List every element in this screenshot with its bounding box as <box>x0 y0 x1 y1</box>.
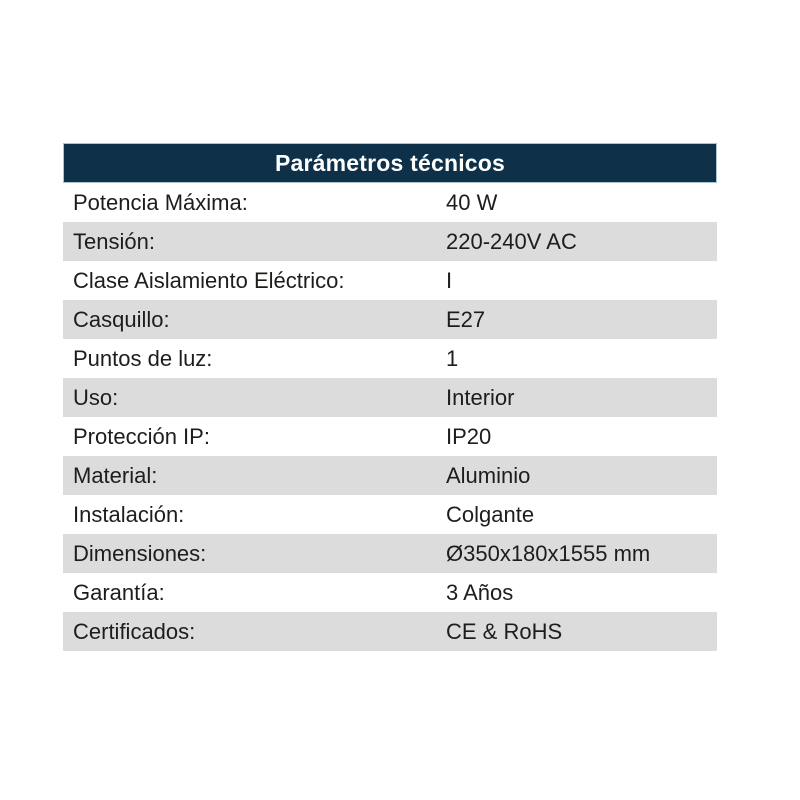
row-value: 220-240V AC <box>446 229 577 254</box>
row-label: Puntos de luz: <box>73 346 213 371</box>
spec-table-body <box>63 183 717 651</box>
row-value: CE & RoHS <box>446 619 563 644</box>
row-value: 3 Años <box>446 580 514 605</box>
table-row <box>63 183 717 222</box>
row-value: Aluminio <box>446 463 531 488</box>
table-row <box>63 261 717 300</box>
spec-table <box>63 143 717 651</box>
row-value: Interior <box>446 385 515 410</box>
row-label: Garantía: <box>73 580 165 605</box>
row-label: Uso: <box>73 385 119 410</box>
table-row <box>63 495 717 534</box>
row-label: Protección IP: <box>73 424 210 449</box>
table-row <box>63 534 717 573</box>
table-row <box>63 378 717 417</box>
row-value: I <box>446 268 453 293</box>
row-value: 40 W <box>446 190 498 215</box>
row-label: Dimensiones: <box>73 541 207 566</box>
table-row <box>63 456 717 495</box>
row-label: Tensión: <box>73 229 155 254</box>
row-label: Potencia Máxima: <box>73 190 248 215</box>
row-label: Instalación: <box>73 502 185 527</box>
row-label: Casquillo: <box>73 307 170 332</box>
row-value: IP20 <box>446 424 492 449</box>
spec-table-title: Parámetros técnicos <box>63 143 717 183</box>
row-label: Material: <box>73 463 158 488</box>
row-value: 1 <box>446 346 459 371</box>
table-row <box>63 612 717 651</box>
table-row <box>63 339 717 378</box>
table-row <box>63 300 717 339</box>
row-value: E27 <box>446 307 486 332</box>
row-value: Ø350x180x1555 mm <box>446 541 651 566</box>
table-row <box>63 417 717 456</box>
table-row <box>63 573 717 612</box>
table-row <box>63 222 717 261</box>
row-label: Certificados: <box>73 619 196 644</box>
row-value: Colgante <box>446 502 535 527</box>
row-label: Clase Aislamiento Eléctrico: <box>73 268 345 293</box>
